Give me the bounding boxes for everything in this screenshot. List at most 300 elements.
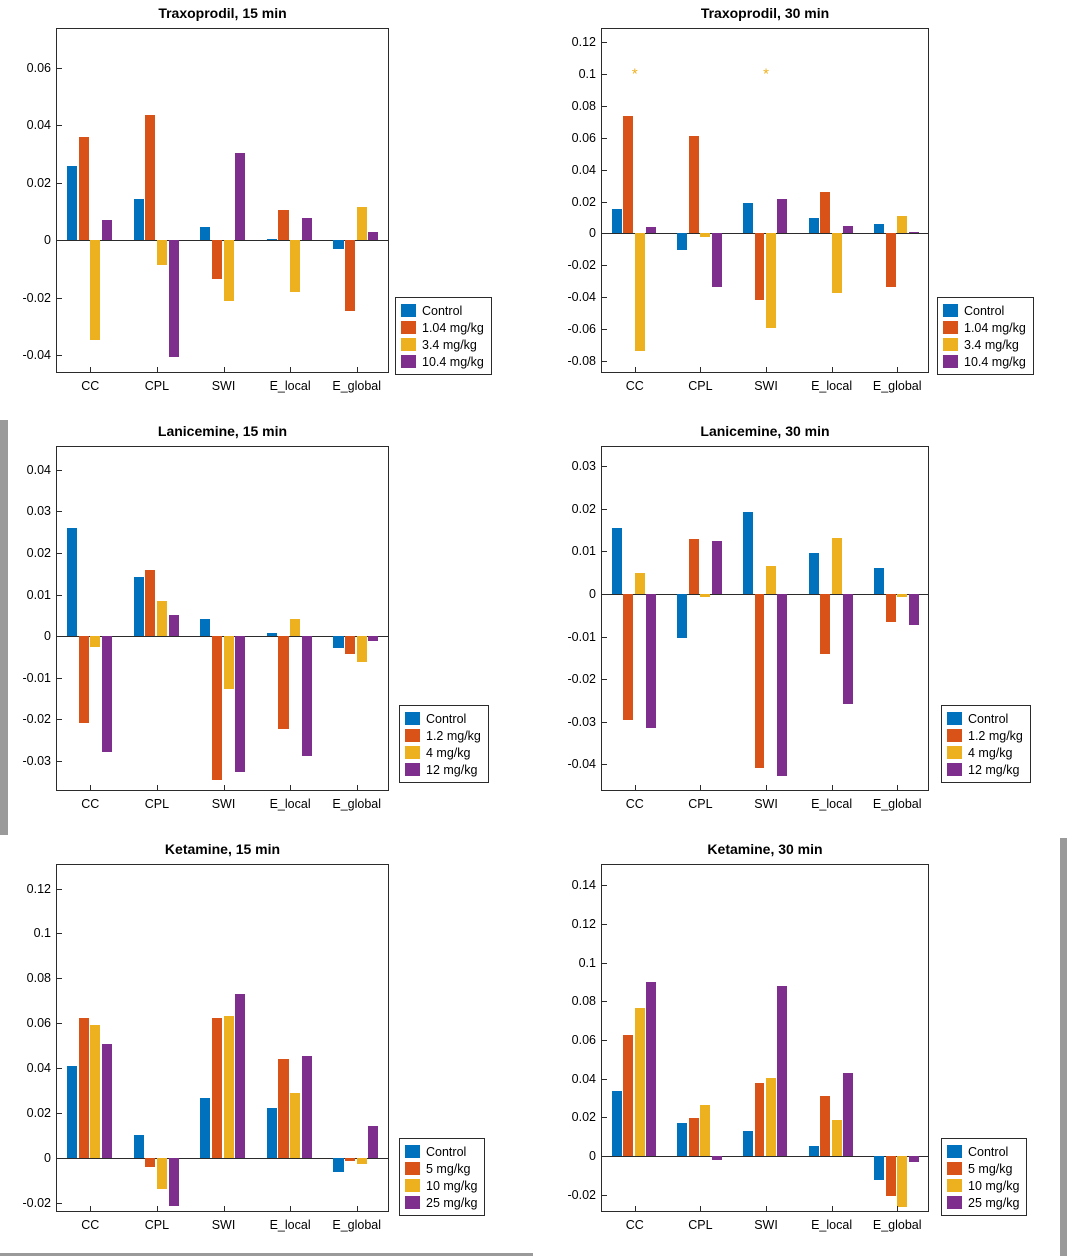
x-tick-label: CC xyxy=(625,797,644,811)
legend-entry[interactable] xyxy=(947,1160,1019,1177)
y-tick-mark xyxy=(57,125,62,126)
legend-entry[interactable] xyxy=(401,319,484,336)
y-tick-mark xyxy=(602,924,607,925)
y-tick-mark xyxy=(602,361,607,362)
x-tick-mark xyxy=(635,785,636,790)
legend-label: 10 mg/kg xyxy=(426,1178,478,1193)
bar xyxy=(134,1135,144,1158)
bar xyxy=(843,1073,853,1156)
bar xyxy=(102,636,112,752)
legend-swatch xyxy=(405,1145,420,1158)
x-tick-label: SWI xyxy=(211,1218,236,1232)
y-tick-mark xyxy=(57,719,62,720)
bar xyxy=(843,594,853,704)
panel-cell-0 xyxy=(0,0,533,418)
y-tick-label: 0.02 xyxy=(571,1110,596,1125)
bar xyxy=(267,1108,277,1158)
y-tick-mark xyxy=(57,761,62,762)
legend-label: Control xyxy=(968,1144,1009,1159)
bar xyxy=(212,1018,222,1158)
bar xyxy=(79,137,89,241)
bar xyxy=(820,192,830,234)
chart-legend[interactable] xyxy=(395,297,492,375)
legend-entry[interactable] xyxy=(401,336,484,353)
bar xyxy=(689,539,699,594)
x-tick-label: CPL xyxy=(688,797,713,811)
y-tick-label: 0.06 xyxy=(26,1016,51,1031)
plot-area xyxy=(22,864,389,1232)
x-tick-label: CC xyxy=(81,1218,100,1232)
bar xyxy=(677,233,687,250)
y-tick-label: 0.1 xyxy=(578,66,596,81)
bar xyxy=(700,1105,710,1156)
bar xyxy=(302,1056,312,1158)
legend-swatch xyxy=(947,1196,962,1209)
bar xyxy=(909,232,919,234)
legend-entry[interactable] xyxy=(405,1160,477,1177)
x-tick-label: E_global xyxy=(872,1218,922,1232)
legend-entry[interactable] xyxy=(947,727,1023,744)
bar xyxy=(700,594,710,597)
legend-swatch xyxy=(405,712,420,725)
y-tick-label: 0.02 xyxy=(571,501,596,516)
y-tick-mark xyxy=(602,1117,607,1118)
y-tick-mark xyxy=(602,1040,607,1041)
bar xyxy=(712,541,722,594)
bar xyxy=(145,115,155,240)
y-tick-mark xyxy=(602,74,607,75)
y-tick-label: 0.03 xyxy=(26,504,51,519)
legend-label: 12 mg/kg xyxy=(426,762,478,777)
y-tick-mark xyxy=(602,42,607,43)
y-tick-label: -0.01 xyxy=(22,670,51,685)
x-tick-label: CC xyxy=(625,379,644,393)
bar xyxy=(302,636,312,756)
legend-swatch xyxy=(947,1145,962,1158)
bar xyxy=(777,986,787,1156)
legend-swatch xyxy=(943,304,958,317)
bar xyxy=(909,594,919,625)
panel-cell-3 xyxy=(533,418,1067,836)
legend-label: 25 mg/kg xyxy=(426,1195,478,1210)
legend-label: 1.2 mg/kg xyxy=(426,728,481,743)
legend-label: 10.4 mg/kg xyxy=(422,354,484,369)
bar xyxy=(333,636,343,648)
legend-entry[interactable] xyxy=(405,1177,477,1194)
x-tick-label: E_local xyxy=(269,1218,311,1232)
legend-label: 25 mg/kg xyxy=(968,1195,1020,1210)
bar xyxy=(743,512,753,594)
legend-entry[interactable] xyxy=(943,302,1026,319)
x-tick-label: CPL xyxy=(688,379,713,393)
legend-label: 4 mg/kg xyxy=(426,745,471,760)
bar xyxy=(635,1008,645,1156)
y-tick-mark xyxy=(57,1023,62,1024)
legend-entry[interactable] xyxy=(943,336,1026,353)
bar xyxy=(743,203,753,233)
bar xyxy=(345,636,355,653)
bar xyxy=(224,240,234,301)
y-tick-mark xyxy=(57,183,62,184)
x-tick-mark xyxy=(90,785,91,790)
legend-swatch xyxy=(405,1162,420,1175)
legend-label: Control xyxy=(964,303,1005,318)
panel-cell-2 xyxy=(0,418,533,836)
bar xyxy=(368,636,378,641)
y-tick-label: -0.02 xyxy=(567,672,596,687)
bar xyxy=(79,636,89,722)
bar xyxy=(169,240,179,356)
bar xyxy=(777,199,787,233)
y-tick-label: -0.03 xyxy=(567,714,596,729)
bar xyxy=(134,577,144,636)
legend-entry[interactable] xyxy=(401,302,484,319)
plot-area xyxy=(567,864,929,1232)
bar xyxy=(134,199,144,241)
legend-label: Control xyxy=(426,1144,467,1159)
y-tick-label: 0.08 xyxy=(571,994,596,1009)
x-tick-mark xyxy=(897,1206,898,1211)
y-tick-label: 0.02 xyxy=(26,175,51,190)
bar xyxy=(345,240,355,310)
legend-entry[interactable] xyxy=(947,1194,1019,1211)
x-tick-label: CC xyxy=(81,797,100,811)
y-tick-label: -0.04 xyxy=(567,757,596,772)
bar xyxy=(67,528,77,636)
bar xyxy=(874,224,884,234)
bar xyxy=(235,153,245,240)
y-tick-mark xyxy=(602,551,607,552)
bar xyxy=(333,1158,343,1172)
bar xyxy=(886,1156,896,1196)
bar xyxy=(267,239,277,240)
chart-legend[interactable] xyxy=(941,705,1031,783)
bar xyxy=(333,240,343,249)
bar xyxy=(212,636,222,779)
bar xyxy=(157,240,167,264)
x-tick-mark xyxy=(224,367,225,372)
legend-entry[interactable] xyxy=(405,710,481,727)
legend-swatch xyxy=(947,1179,962,1192)
y-tick-label: 0.02 xyxy=(26,1106,51,1121)
bar xyxy=(79,1018,89,1158)
legend-label: Control xyxy=(426,711,467,726)
legend-swatch xyxy=(947,746,962,759)
legend-entry[interactable] xyxy=(405,761,481,778)
x-tick-mark xyxy=(766,785,767,790)
bar xyxy=(200,227,210,240)
y-tick-mark xyxy=(57,1113,62,1114)
bar xyxy=(777,594,787,776)
x-tick-label: SWI xyxy=(754,1218,778,1232)
x-tick-label: E_global xyxy=(332,797,382,811)
legend-entry[interactable] xyxy=(943,319,1026,336)
legend-label: 1.04 mg/kg xyxy=(964,320,1026,335)
y-tick-mark xyxy=(57,889,62,890)
bar xyxy=(102,220,112,240)
divider-vertical-right xyxy=(1060,838,1067,1256)
y-tick-mark xyxy=(57,978,62,979)
bar xyxy=(102,1044,112,1158)
y-tick-label: 0 xyxy=(44,629,51,644)
bar xyxy=(67,1066,77,1158)
x-tick-label: E_global xyxy=(872,379,922,393)
bar xyxy=(897,1156,907,1207)
y-tick-mark xyxy=(602,466,607,467)
chart-title: Lanicemine, 15 min xyxy=(157,423,288,439)
y-tick-mark xyxy=(602,297,607,298)
zero-baseline xyxy=(602,233,928,234)
legend-entry[interactable] xyxy=(947,1177,1019,1194)
y-tick-label: 0.08 xyxy=(26,971,51,986)
y-tick-mark xyxy=(602,1079,607,1080)
legend-entry[interactable] xyxy=(401,353,484,370)
plot-area xyxy=(567,446,929,811)
y-tick-label: 0 xyxy=(44,233,51,248)
panel-cell-4 xyxy=(0,836,533,1256)
legend-swatch xyxy=(947,1162,962,1175)
bar xyxy=(612,1091,622,1156)
bar xyxy=(755,1083,765,1156)
x-tick-mark xyxy=(832,785,833,790)
chart-panel-lanicemine-30min xyxy=(533,418,1067,836)
x-tick-mark xyxy=(700,785,701,790)
y-tick-label: 0.06 xyxy=(571,1032,596,1047)
chart-legend[interactable] xyxy=(399,1138,485,1216)
y-tick-mark xyxy=(57,595,62,596)
bar xyxy=(145,570,155,636)
plot-area xyxy=(22,446,389,811)
bar xyxy=(224,1016,234,1158)
legend-entry[interactable] xyxy=(947,710,1023,727)
y-tick-mark xyxy=(57,68,62,69)
y-tick-label: 0.04 xyxy=(571,162,596,177)
bar xyxy=(357,1158,367,1164)
x-tick-mark xyxy=(290,1206,291,1211)
bar xyxy=(90,1025,100,1158)
legend-entry[interactable] xyxy=(405,1143,477,1160)
legend-label: 5 mg/kg xyxy=(426,1161,471,1176)
legend-swatch xyxy=(943,321,958,334)
chart-panel-traxoprodil-30min xyxy=(533,0,1067,418)
y-tick-label: -0.02 xyxy=(22,712,51,727)
chart-panel-traxoprodil-15min xyxy=(0,0,533,418)
x-tick-mark xyxy=(635,367,636,372)
bar xyxy=(290,619,300,636)
y-tick-mark xyxy=(57,678,62,679)
x-tick-label: SWI xyxy=(754,797,778,811)
chart-legend[interactable] xyxy=(937,297,1034,375)
plot-area xyxy=(22,28,389,393)
bar xyxy=(886,233,896,287)
y-tick-label: 0.1 xyxy=(33,926,51,941)
bar xyxy=(357,207,367,240)
y-tick-label: -0.02 xyxy=(567,1187,596,1202)
legend-entry[interactable] xyxy=(947,744,1023,761)
legend-entry[interactable] xyxy=(947,761,1023,778)
legend-entry[interactable] xyxy=(405,727,481,744)
bar xyxy=(874,1156,884,1180)
bar xyxy=(235,636,245,772)
legend-swatch xyxy=(401,321,416,334)
bar xyxy=(90,636,100,646)
y-tick-mark xyxy=(602,963,607,964)
legend-label: Control xyxy=(422,303,463,318)
x-tick-mark xyxy=(90,367,91,372)
plot-area xyxy=(567,28,929,393)
x-tick-mark xyxy=(766,367,767,372)
y-tick-mark xyxy=(57,933,62,934)
x-tick-mark xyxy=(766,1206,767,1211)
x-tick-mark xyxy=(832,367,833,372)
x-tick-label: SWI xyxy=(211,379,236,393)
x-tick-mark xyxy=(357,367,358,372)
x-tick-mark xyxy=(90,1206,91,1211)
legend-swatch xyxy=(405,729,420,742)
significance-star: * xyxy=(763,65,769,83)
x-tick-label: SWI xyxy=(211,797,236,811)
y-tick-label: 0 xyxy=(44,1150,51,1165)
y-tick-label: -0.01 xyxy=(567,629,596,644)
bar xyxy=(278,1059,288,1158)
x-tick-mark xyxy=(832,1206,833,1211)
bar xyxy=(67,166,77,241)
bar xyxy=(290,1093,300,1158)
chart-legend[interactable] xyxy=(399,705,489,783)
x-tick-mark xyxy=(157,785,158,790)
x-tick-mark xyxy=(357,785,358,790)
y-tick-label: 0.04 xyxy=(26,118,51,133)
bar xyxy=(689,136,699,234)
y-tick-mark xyxy=(602,138,607,139)
legend-label: 3.4 mg/kg xyxy=(422,337,477,352)
y-tick-label: 0.06 xyxy=(571,130,596,145)
legend-swatch xyxy=(401,355,416,368)
x-tick-label: CPL xyxy=(144,797,170,811)
bar xyxy=(712,1156,722,1160)
x-tick-mark xyxy=(290,367,291,372)
bar xyxy=(809,553,819,594)
chart-panel-ketamine-15min xyxy=(0,836,533,1256)
chart-legend[interactable] xyxy=(941,1138,1027,1216)
bar xyxy=(809,218,819,233)
chart-title: Lanicemine, 30 min xyxy=(700,423,830,439)
y-tick-mark xyxy=(57,1068,62,1069)
bar xyxy=(909,1156,919,1162)
y-tick-label: 0.01 xyxy=(26,587,51,602)
legend-swatch xyxy=(405,746,420,759)
chart-title: Ketamine, 15 min xyxy=(164,841,281,857)
y-tick-label: 0.04 xyxy=(26,462,51,477)
x-tick-mark xyxy=(897,367,898,372)
chart-title: Traxoprodil, 15 min xyxy=(158,5,287,21)
chart-title: Traxoprodil, 30 min xyxy=(700,5,830,21)
x-tick-label: CPL xyxy=(144,379,170,393)
panel-cell-5 xyxy=(533,836,1067,1256)
legend-entry[interactable] xyxy=(405,1194,477,1211)
bar xyxy=(832,233,842,293)
legend-label: 5 mg/kg xyxy=(968,1161,1013,1176)
divider-horizontal-upper xyxy=(0,420,8,835)
y-tick-mark xyxy=(57,1203,62,1204)
bar xyxy=(743,1131,753,1156)
legend-swatch xyxy=(401,304,416,317)
x-tick-label: E_local xyxy=(269,797,311,811)
bar xyxy=(368,1126,378,1158)
y-tick-label: 0 xyxy=(589,1148,596,1163)
legend-label: 4 mg/kg xyxy=(968,745,1013,760)
y-tick-label: 0.02 xyxy=(571,194,596,209)
legend-swatch xyxy=(405,1196,420,1209)
bar xyxy=(897,216,907,234)
bar xyxy=(646,982,656,1156)
bar xyxy=(820,1096,830,1156)
x-tick-label: CC xyxy=(81,379,100,393)
x-tick-mark xyxy=(897,785,898,790)
legend-entry[interactable] xyxy=(947,1143,1019,1160)
y-tick-label: 0.12 xyxy=(571,34,596,49)
x-tick-mark xyxy=(700,1206,701,1211)
bar xyxy=(267,633,277,636)
bar xyxy=(357,636,367,662)
legend-swatch xyxy=(943,355,958,368)
y-tick-mark xyxy=(57,553,62,554)
x-tick-label: CC xyxy=(625,1218,644,1232)
x-tick-label: E_local xyxy=(811,1218,853,1232)
bar xyxy=(755,233,765,299)
y-tick-mark xyxy=(602,764,607,765)
bar xyxy=(843,226,853,233)
legend-swatch xyxy=(405,1179,420,1192)
y-tick-label: 0.08 xyxy=(571,98,596,113)
bar xyxy=(755,594,765,768)
legend-swatch xyxy=(947,712,962,725)
bar xyxy=(635,573,645,594)
chart-panel-ketamine-30min xyxy=(533,836,1067,1256)
y-tick-mark xyxy=(602,1001,607,1002)
legend-entry[interactable] xyxy=(943,353,1026,370)
y-tick-mark xyxy=(602,509,607,510)
legend-swatch xyxy=(947,729,962,742)
bar xyxy=(169,1158,179,1206)
legend-swatch xyxy=(405,763,420,776)
bar xyxy=(278,210,288,240)
legend-swatch xyxy=(401,338,416,351)
bar xyxy=(677,594,687,638)
y-tick-mark xyxy=(57,355,62,356)
bar xyxy=(766,1078,776,1156)
bar xyxy=(612,209,622,234)
legend-label: 10 mg/kg xyxy=(968,1178,1020,1193)
legend-label: 1.04 mg/kg xyxy=(422,320,484,335)
chart-title: Ketamine, 30 min xyxy=(707,841,823,857)
bar xyxy=(766,566,776,594)
bar xyxy=(623,1035,633,1156)
bar xyxy=(635,233,645,350)
legend-swatch xyxy=(943,338,958,351)
y-tick-mark xyxy=(57,511,62,512)
y-tick-mark xyxy=(57,470,62,471)
bar xyxy=(169,615,179,636)
x-tick-label: E_local xyxy=(811,379,853,393)
bar xyxy=(200,1098,210,1157)
bar xyxy=(700,233,710,237)
x-tick-mark xyxy=(157,1206,158,1211)
y-tick-label: -0.04 xyxy=(567,290,596,305)
bar xyxy=(766,233,776,327)
y-tick-label: -0.08 xyxy=(567,354,596,369)
legend-entry[interactable] xyxy=(405,744,481,761)
